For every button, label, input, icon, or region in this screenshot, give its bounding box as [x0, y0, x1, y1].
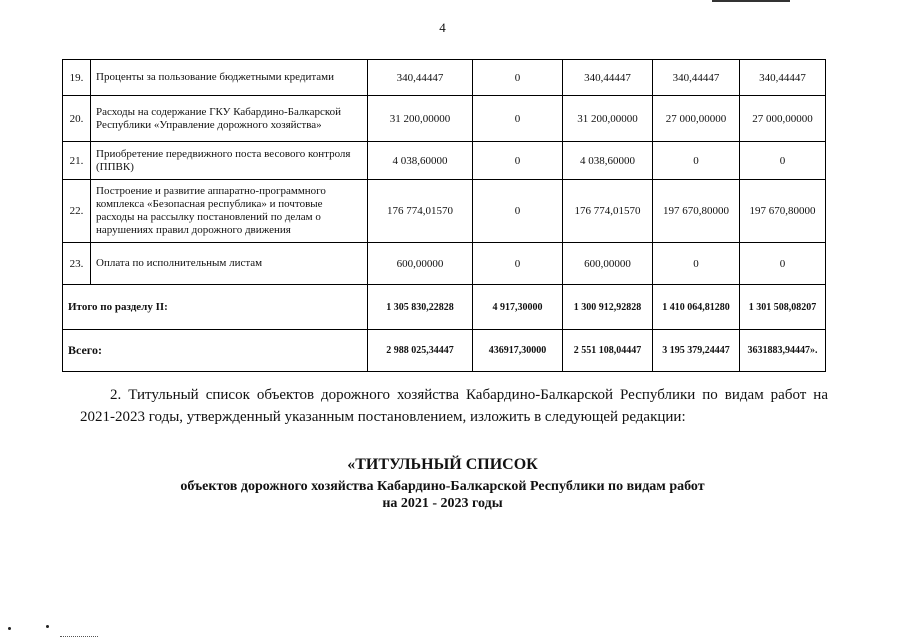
amendment-paragraph: 2. Титульный список объектов дорожного хозяйства Кабардино-Балкарской Республики по видам работ на 2021-2023 годы, утвержденный указанным постановлением, изложить в следующей редакции:: [80, 387, 828, 425]
subtotal-value: 1 301 508,08207: [740, 285, 826, 330]
total-row: [63, 330, 826, 372]
total-value: 2 988 025,34447: [368, 330, 473, 372]
page-number: 4: [439, 20, 446, 35]
row-name: Проценты за пользование бюджетными кредитами: [91, 60, 368, 96]
scan-artifact-dot: [8, 627, 11, 630]
row-value: 0: [473, 180, 563, 243]
subtotal-value: 1 305 830,22828: [368, 285, 473, 330]
subtotal-value: 1 300 912,92828: [563, 285, 653, 330]
scan-artifact-line: [60, 636, 98, 637]
row-value: 340,44447: [563, 60, 653, 96]
row-value: 176 774,01570: [368, 180, 473, 243]
table-row: [63, 60, 826, 96]
row-value: 0: [653, 243, 740, 285]
row-value: 340,44447: [653, 60, 740, 96]
list-title: «ТИТУЛЬНЫЙ СПИСОК: [347, 456, 538, 473]
subtotal-row: [63, 285, 826, 330]
row-value: 0: [473, 60, 563, 96]
scan-corner-mark: [712, 0, 790, 5]
row-number: 22.: [63, 180, 91, 243]
row-value: 27 000,00000: [653, 96, 740, 142]
row-number: 23.: [63, 243, 91, 285]
row-name: Оплата по исполнительным листам: [91, 243, 368, 285]
row-value: 27 000,00000: [740, 96, 826, 142]
list-subtitle: объектов дорожного хозяйства Кабардино-Балкарской Республики по видам работ: [180, 479, 705, 494]
total-value: 3 195 379,24447: [653, 330, 740, 372]
table-row: [63, 180, 826, 243]
row-name: Приобретение передвижного поста весового контроля (ППВК): [91, 142, 368, 180]
row-number: 19.: [63, 60, 91, 96]
total-value: 2 551 108,04447: [563, 330, 653, 372]
row-name: Расходы на содержание ГКУ Кабардино-Балкарской Республики «Управление дорожного хозяйства»: [91, 96, 368, 142]
row-value: 0: [740, 243, 826, 285]
row-number: 21.: [63, 142, 91, 180]
total-value: 3631883,94447».: [740, 330, 826, 372]
budget-table: [62, 59, 826, 372]
row-value: 197 670,80000: [653, 180, 740, 243]
subtotal-value: 1 410 064,81280: [653, 285, 740, 330]
row-value: 0: [653, 142, 740, 180]
row-value: 31 200,00000: [368, 96, 473, 142]
subtotal-value: 4 917,30000: [473, 285, 563, 330]
row-number: 20.: [63, 96, 91, 142]
table-row: [63, 96, 826, 142]
row-value: 600,00000: [563, 243, 653, 285]
row-value: 600,00000: [368, 243, 473, 285]
total-label: Всего:: [63, 330, 368, 372]
table-row: [63, 243, 826, 285]
scan-artifact-dot: [46, 625, 49, 628]
list-period: на 2021 - 2023 годы: [382, 496, 503, 511]
row-name: Построение и развитие аппаратно-программного комплекса «Безопасная республика» и почтовые расходы на рассылку постановлений по делам о нарушениях правил дорожного движения: [91, 180, 368, 243]
subtotal-label: Итого по разделу II:: [63, 285, 368, 330]
row-value: 197 670,80000: [740, 180, 826, 243]
row-value: 0: [740, 142, 826, 180]
row-value: 340,44447: [740, 60, 826, 96]
row-value: 4 038,60000: [563, 142, 653, 180]
total-value: 436917,30000: [473, 330, 563, 372]
table-row: [63, 142, 826, 180]
row-value: 340,44447: [368, 60, 473, 96]
row-value: 31 200,00000: [563, 96, 653, 142]
row-value: 4 038,60000: [368, 142, 473, 180]
row-value: 0: [473, 96, 563, 142]
row-value: 0: [473, 243, 563, 285]
row-value: 176 774,01570: [563, 180, 653, 243]
row-value: 0: [473, 142, 563, 180]
